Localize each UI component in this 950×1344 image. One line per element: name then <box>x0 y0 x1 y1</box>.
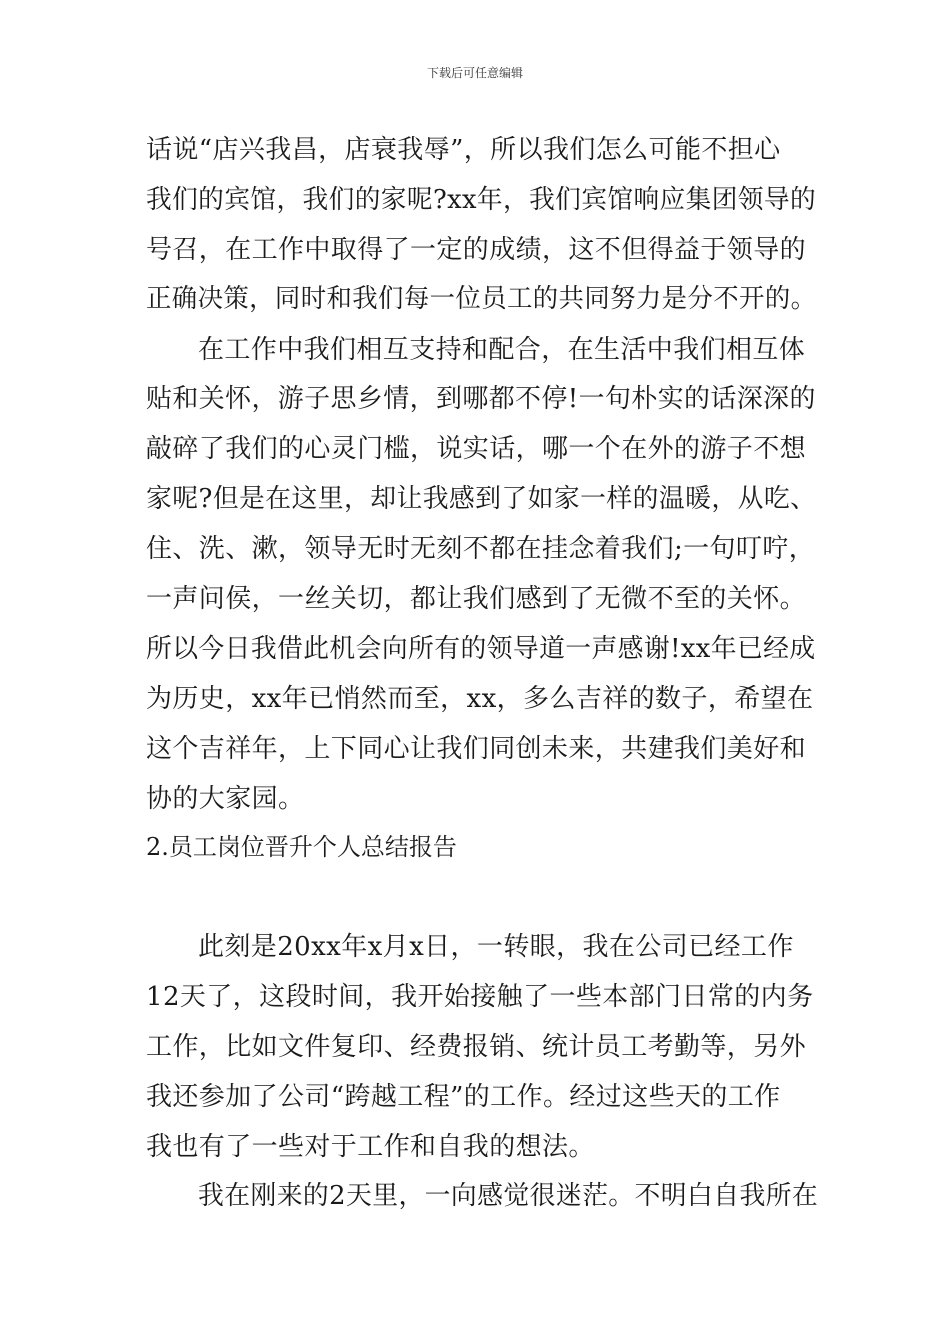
text-line: 所以今日我借此机会向所有的领导道一声感谢!xx年已经成 <box>146 634 816 664</box>
text-line: 话说“店兴我昌，店衰我辱”，所以我们怎么可能不担心 <box>146 135 781 165</box>
text-line: 我在刚来的2天里，一向感觉很迷茫。不明白自我所在 <box>198 1181 819 1211</box>
text-line: 家呢?但是在这里，却让我感到了如家一样的温暖，从吃、 <box>146 484 817 514</box>
text-line: 工作，比如文件复印、经费报销、统计员工考勤等，另外 <box>146 1032 807 1062</box>
text-line: 这个吉祥年，上下同心让我们同创未来，共建我们美好和 <box>146 734 807 764</box>
text-line: 我也有了一些对于工作和自我的想法。 <box>146 1132 595 1162</box>
text-line: 号召，在工作中取得了一定的成绩，这不但得益于领导的 <box>146 235 807 265</box>
text-line: 住、洗、漱，领导无时无刻不都在挂念着我们;一句叮咛， <box>146 534 816 564</box>
text-line: 为历史，xx年已悄然而至，xx，多么吉祥的数子，希望在 <box>146 684 814 714</box>
text-line: 此刻是20xx年x月x日，一转眼，我在公司已经工作 <box>198 932 794 962</box>
text-line: 贴和关怀，游子思乡情，到哪都不停!一句朴实的话深深的 <box>146 384 816 414</box>
section-heading: 2.员工岗位晋升个人总结报告 <box>146 833 457 861</box>
text-line: 在工作中我们相互支持和配合，在生活中我们相互体 <box>198 335 806 365</box>
text-line: 12天了，这段时间，我开始接触了一些本部门日常的内务 <box>146 982 814 1012</box>
text-line: 正确决策，同时和我们每一位员工的共同努力是分不开的。 <box>146 284 817 314</box>
text-line: 一声问侯，一丝关切，都让我们感到了无微不至的关怀。 <box>146 584 807 614</box>
text-line: 协的大家园。 <box>146 784 305 814</box>
text-line: 我还参加了公司“跨越工程”的工作。经过这些天的工作 <box>146 1082 781 1112</box>
page-header: 下载后可任意编辑 <box>426 66 523 80</box>
text-line: 我们的宾馆，我们的家呢?xx年，我们宾馆响应集团领导的 <box>146 185 817 215</box>
text-line: 敲碎了我们的心灵门槛，说实话，哪一个在外的游子不想 <box>146 434 807 464</box>
